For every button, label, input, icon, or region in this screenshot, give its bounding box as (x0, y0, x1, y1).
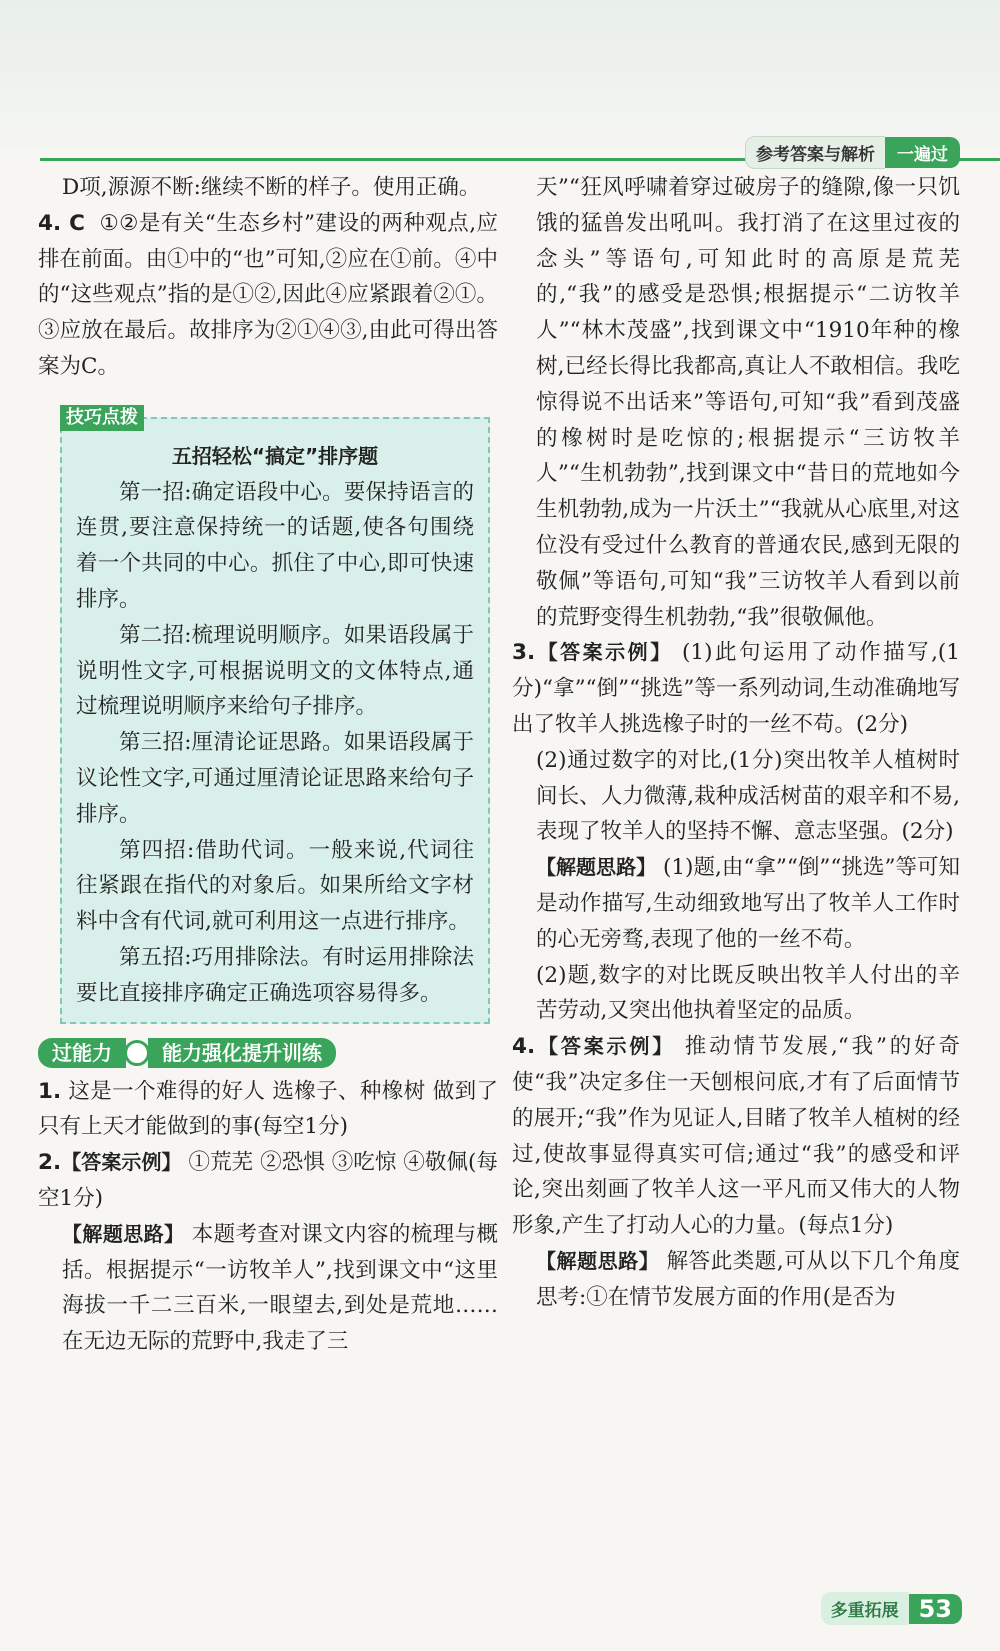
answer-4 (512, 1029, 960, 1244)
answer-tag: 【答案示例】 (535, 640, 673, 665)
tip-item: 第二招:梳理说明顺序。如果语段属于说明性文字,可根据说明文的文体特点,通过梳理说明顺序来给句子排序。 (76, 622, 474, 720)
analysis-tag: 【解题思路】 (536, 1248, 660, 1273)
answer-text: 推动情节发展,“我”的好奇使“我”决定多住一天刨根问底,才有了后面情节的展开;“我”作为见证人,目睹了牧羊人植树的经过,使故事显得真实可信;通过“我”的感受和评论,突出刻画了牧羊人这一平凡而又伟大的人物形象,产生了打动人心的力量。(每点1分) (512, 1034, 960, 1239)
tips-label: 技巧点拨 (60, 405, 144, 431)
answer-1 (38, 1074, 498, 1146)
left-column (38, 170, 498, 1360)
continued-text: 天”“狂风呼啸着穿过破房子的缝隙,像一只饥饿的猛兽发出吼叫。我打消了在这里过夜的念头”等语句,可知此时的高原是荒芜的,“我”的感受是恐惧;根据提示“二访牧羊人”“林木茂盛”,找到课文中“1910年种的橡树,已经长得比我都高,真让人不敢相信。我吃惊得说不出话来”等语句,可知“我”看到茂盛的橡树时是吃惊的;根据提示“三访牧羊人”“生机勃勃”,找到课文中“昔日的荒地如今生机勃勃,成为一片沃土”“我就从心底里,对这位没有受过什么教育的普通农民,感到无限的敬佩”等语句,可知“我”三访牧羊人看到以前的荒野变得生机勃勃,“我”很敬佩他。 (536, 175, 960, 630)
analysis-text: 本题考查对课文内容的梳理与概括。根据提示“一访牧羊人”,找到课文中“这里海拔一千二三百米,一眼望去,到处是荒地……在无边无际的荒野中,我走了三 (62, 1221, 498, 1355)
question-text: ①②是有关“生态乡村”建设的两种观点,应排在前面。由①中的“也”可知,②应在①前。④中的“这些观点”指的是①②,因此④应紧跟着②①。③应放在最后。故排序为②①④③,由此可得出答案为C。 (38, 210, 498, 379)
analysis-tag: 【解题思路】 (536, 855, 657, 880)
answer-text: (1)此句运用了动作描写,(1分)“拿”“倒”“挑选”等一系列动词,生动准确地写出了牧羊人挑选橡子时的一丝不苟。(2分) (512, 640, 960, 737)
analysis-tag: 【解题思路】 (62, 1221, 185, 1246)
answer-text: ①荒芜 ②恐惧 ③吃惊 ④敬佩(每空1分) (38, 1150, 498, 1211)
answer-text: 这是一个难得的好人 选橡子、种橡树 做到了只有上天才能做到的事(每空1分) (38, 1078, 499, 1140)
answer-number: 4. (512, 1034, 536, 1060)
analysis-text: 解答此类题,可从以下几个角度思考:①在情节发展方面的作用(是否为 (536, 1248, 960, 1310)
answer-3-analysis-2: (2)题,数字的对比既反映出牧羊人付出的辛苦劳动,又突出他执着坚定的品质。 (536, 962, 960, 1024)
tip-item: 第三招:厘清论证思路。如果语段属于议论性文字,可通过厘清论证思路来给句子排序。 (76, 730, 474, 827)
right-column (512, 170, 960, 1316)
answer-number: 3. (512, 640, 536, 666)
header-title: 参考答案与解析 (745, 136, 885, 169)
answer-number: 2. (38, 1150, 62, 1176)
answer-2-analysis (38, 1217, 498, 1360)
answer-tag: 【答案示例】 (61, 1150, 182, 1175)
tip-item: 第四招:借助代词。一般来说,代词往往紧跟在指代的对象后。如果所给文字材料中含有代词,就可利用这一点进行排序。 (76, 837, 474, 935)
answer-number: 1. (38, 1078, 62, 1104)
section-right-label: 能力强化提升训练 (148, 1038, 336, 1068)
section-left-label: 过能力 (38, 1038, 126, 1068)
page-number: 53 (909, 1594, 962, 1624)
question-number: 4. C (38, 210, 85, 236)
tip-item: 第一招:确定语段中心。要保持语言的连贯,要注意保持统一的话题,使各句围绕着一个共同的中心。抓住了中心,即可快速排序。 (76, 479, 474, 612)
footer-label: 多重拓展 (821, 1592, 909, 1625)
medal-icon (124, 1040, 150, 1066)
answer-4-analysis (512, 1244, 960, 1316)
answer-2 (38, 1145, 498, 1217)
analysis-text: (1)题,由“拿”“倒”“挑选”等可知是动作描写,生动细致地写出了牧羊人工作时的心无旁骛,表现了他的一丝不苟。 (536, 855, 960, 952)
header-tag (745, 136, 960, 169)
tips-box (60, 406, 490, 1024)
answer-3-analysis (512, 850, 960, 957)
tip-item: 第五招:巧用排除法。有时运用排除法要比直接排序确定正确选项容易得多。 (76, 944, 474, 1006)
intro-text: D项,源源不断:继续不断的样子。使用正确。 (62, 175, 481, 200)
question-4 (38, 206, 498, 385)
answer-3 (512, 635, 960, 742)
section-banner (38, 1038, 498, 1068)
page-top-background (0, 0, 1000, 150)
page-footer (821, 1592, 962, 1625)
answer-tag: 【答案示例】 (535, 1034, 676, 1059)
tips-title: 五招轻松“搞定”排序题 (171, 443, 379, 468)
answer-3-part-2: (2)通过数字的对比,(1分)突出牧羊人植树时间长、人力微薄,栽种成活树苗的艰辛和不易,表现了牧羊人的坚持不懈、意志坚强。(2分) (536, 747, 960, 845)
header-brand: 一遍过 (885, 137, 960, 168)
